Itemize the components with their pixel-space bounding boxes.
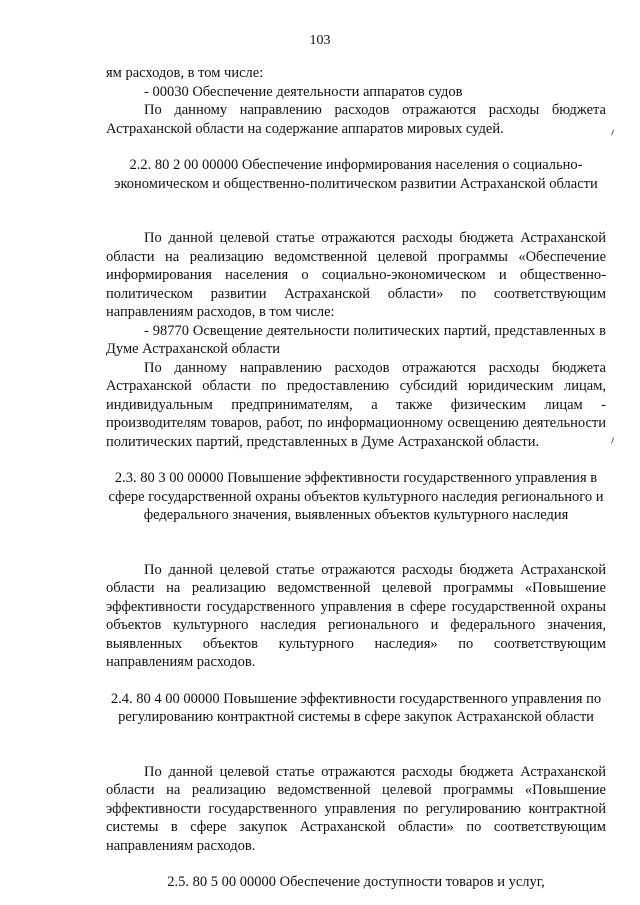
section-heading: 2.4. 80 4 00 00000 Повышение эффективности государственного управления по регулированию контрактной системы в сфере закупок Астраханской области xyxy=(110,690,602,725)
spacer xyxy=(106,525,606,561)
spacer xyxy=(106,855,606,873)
paragraph: По данной целевой статье отражаются расходы бюджета Астраханской области на реализацию ведомственной целевой программы «Обеспечение информирования населения о социально-экономическом и общественно-политическом развитии Астраханской области» по соответствующим направлениям расходов, в том числе: xyxy=(106,230,606,320)
paragraph: По данной целевой статье отражаются расходы бюджета Астраханской области на реализацию ведомственной целевой программы «Повышение эффективности государственного управления по регулированию контрактной системы в сфере закупок Астраханской области» по соответствующим направлениям расходов. xyxy=(106,763,606,854)
spacer xyxy=(106,727,606,763)
page-number: 103 xyxy=(309,33,331,48)
section-heading: 2.2. 80 2 00 00000 Обеспечение информирования населения о социально-экономическом и общественно-политическом развитии Астраханской области xyxy=(114,157,598,192)
spacer xyxy=(106,138,606,156)
paragraph: По данному направлению расходов отражаются расходы бюджета Астраханской области по предоставлению субсидий юридическим лицам, индивидуальным предпринимателям, а также физическим лицам - производителям товаров, работ, по информационному освещению деятельности политических партий, представленных в Думе Астраханской области. xyxy=(106,359,606,450)
spacer xyxy=(106,193,606,229)
section-heading: 2.5. 80 5 00 00000 Обеспечение доступности товаров и услуг, xyxy=(167,874,545,890)
paragraph: - 98770 Освещение деятельности политических партий, представленных в Думе Астраханской области xyxy=(106,322,606,357)
section-heading: 2.3. 80 3 00 00000 Повышение эффективности государственного управления в сфере государственной охраны объектов культурного наследия регионального и федерального значения, выявленных объектов культурного наследия xyxy=(108,470,604,523)
document-body xyxy=(106,64,606,892)
spacer xyxy=(106,672,606,690)
scan-mark xyxy=(611,437,617,444)
paragraph: По данному направлению расходов отражаются расходы бюджета Астраханской области на содержание аппаратов мировых судей. xyxy=(106,102,606,137)
scan-mark xyxy=(611,129,617,136)
paragraph: ям расходов, в том числе: xyxy=(106,65,264,81)
paragraph: По данной целевой статье отражаются расходы бюджета Астраханской области на реализацию ведомственной целевой программы «Повышение эффективности государственного управления в сфере государственной охраны объектов культурного наследия регионального и федерального значения, выявленных объектов культурного наследия» по соответствующим направлениям расходов. xyxy=(106,561,606,670)
spacer xyxy=(106,451,606,469)
paragraph: - 00030 Обеспечение деятельности аппаратов судов xyxy=(144,83,463,100)
